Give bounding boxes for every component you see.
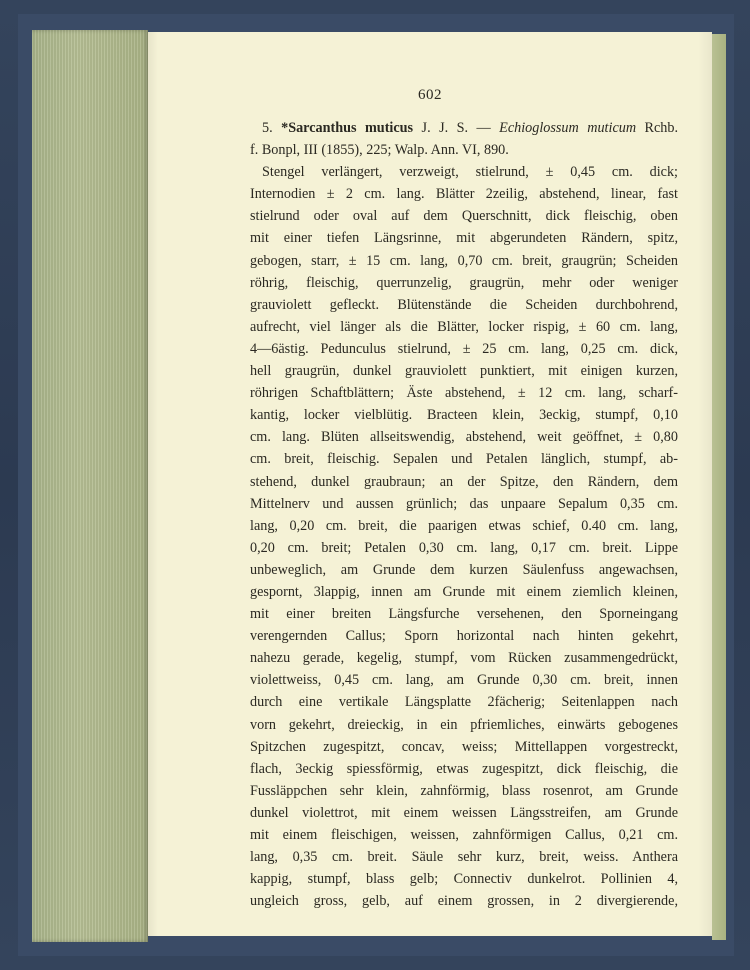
species-name: *Sarcanthus muticus xyxy=(281,120,414,136)
text-line: Spitzchen zugespitzt, concav, weiss; Mittellappen vorgestreckt, xyxy=(250,738,678,755)
book-page xyxy=(148,32,712,936)
text-line: lang, 0,20 cm. breit, die paarigen etwas schief, 0.40 cm. lang, xyxy=(250,517,678,534)
text-line: Fussläppchen sehr klein, zahnförmig, blass rosenrot, am Grunde xyxy=(250,782,678,799)
text-line: grauviolett gefleckt. Blütenstände die Scheiden durchbohrend, xyxy=(250,296,678,313)
text-line: cm. lang. Blüten allseitswendig, abstehend, weit geöffnet, ± 0,80 xyxy=(250,429,678,446)
text-line: unbeweglich, am Grunde dem kurzen Säulenfuss angewachsen, xyxy=(250,561,678,578)
text-line: dunkel violettrot, mit einem weissen Längsstreifen, am Grunde xyxy=(250,804,678,821)
synonym-author: Rchb. xyxy=(644,120,679,136)
text-line: stehend, dunkel graubraun; an der Spitze, den Rändern, dem xyxy=(250,473,678,490)
text-line: röhrig, fleischig, querrunzelig, graugrün, mehr oder weniger xyxy=(250,274,678,291)
text-line: kappig, stumpf, blass gelb; Connectiv dunkelrot. Pollinien 4, xyxy=(250,871,678,888)
text-line: durch eine vertikale Längsplatte 2fächerig; Seitenlappen nach xyxy=(250,694,678,711)
facing-page-edge xyxy=(712,34,726,940)
text-line: violettweiss, 0,45 cm. lang, am Grunde 0,30 cm. breit, innen xyxy=(250,672,678,689)
text-line: mit einer tiefen Längsrinne, mit abgerundeten Rändern, spitz, xyxy=(250,230,678,247)
text-line: Internodien ± 2 cm. lang. Blätter 2zeilig, abstehend, linear, fast xyxy=(250,186,678,203)
entry-text xyxy=(250,117,678,912)
text-line: hell graugrün, dunkel grauviolett punktiert, mit einigen kurzen, xyxy=(250,363,678,380)
text-line: flach, 3eckig spiessförmig, etwas zugespitzt, dick fleischig, die xyxy=(250,760,678,777)
text-line: Stengel verlängert, verzweigt, stielrund, ± 0,45 cm. dick; xyxy=(262,164,678,181)
text-line: stielrund oder oval auf dem Querschnitt, dick fleischig, oben xyxy=(250,208,678,225)
text-line: nahezu gerade, kegelig, stumpf, vom Rücken zusammengedrückt, xyxy=(250,650,678,667)
text-line: ungleich gross, gelb, auf einem grossen, in 2 divergierende, xyxy=(250,893,678,910)
page-number: 602 xyxy=(418,87,442,103)
text-line: cm. breit, fleischig. Sepalen und Petalen länglich, stumpf, ab- xyxy=(250,451,678,468)
text-line: 4—6ästig. Pedunculus stielrund, ± 25 cm. lang, 0,25 cm. dick, xyxy=(250,340,678,357)
text-line: aufrecht, viel länger als die Blätter, locker rispig, ± 60 cm. lang, xyxy=(250,318,678,335)
synonym-name: Echioglossum muticum xyxy=(499,120,637,136)
text-line: mit einer breiten Längsfurche versehenen, den Sporneingang xyxy=(250,606,678,623)
text-line: gebogen, starr, ± 15 cm. lang, 0,70 cm. breit, graugrün; Scheiden xyxy=(250,252,678,269)
species-author: J. J. S. — xyxy=(421,120,491,136)
text-line: Mittelnerv und aussen grünlich; das unpaare Sepalum 0,35 cm. xyxy=(250,495,678,512)
entry-number: 5. xyxy=(262,120,273,136)
text-line: kantig, locker vielblütig. Bracteen klein, 3eckig, stumpf, 0,10 xyxy=(250,407,678,424)
text-line: verengernden Callus; Sporn horizontal nach hinten gekehrt, xyxy=(250,628,678,645)
citation-line: f. Bonpl, III (1855), 225; Walp. Ann. VI, 890. xyxy=(250,142,509,159)
entry-heading-line xyxy=(250,117,678,139)
text-line: 0,20 cm. breit; Petalen 0,30 cm. lang, 0,17 cm. breit. Lippe xyxy=(250,539,678,556)
text-line: röhrigen Schaftblättern; Äste abstehend, ± 12 cm. lang, scharf- xyxy=(250,385,678,402)
text-line: mit einem fleischigen, weissen, zahnförmigen Callus, 0,21 cm. xyxy=(250,827,678,843)
text-line: lang, 0,35 cm. breit. Säule sehr kurz, breit, weiss. Anthera xyxy=(250,849,678,866)
text-line: gespornt, 3lappig, innen am Grunde mit einem ziemlich kleinen, xyxy=(250,583,678,600)
text-line: vorn gekehrt, dreieckig, in ein pfriemliches, einwärts gebogenes xyxy=(250,716,678,733)
page-stack-edges xyxy=(32,30,148,942)
